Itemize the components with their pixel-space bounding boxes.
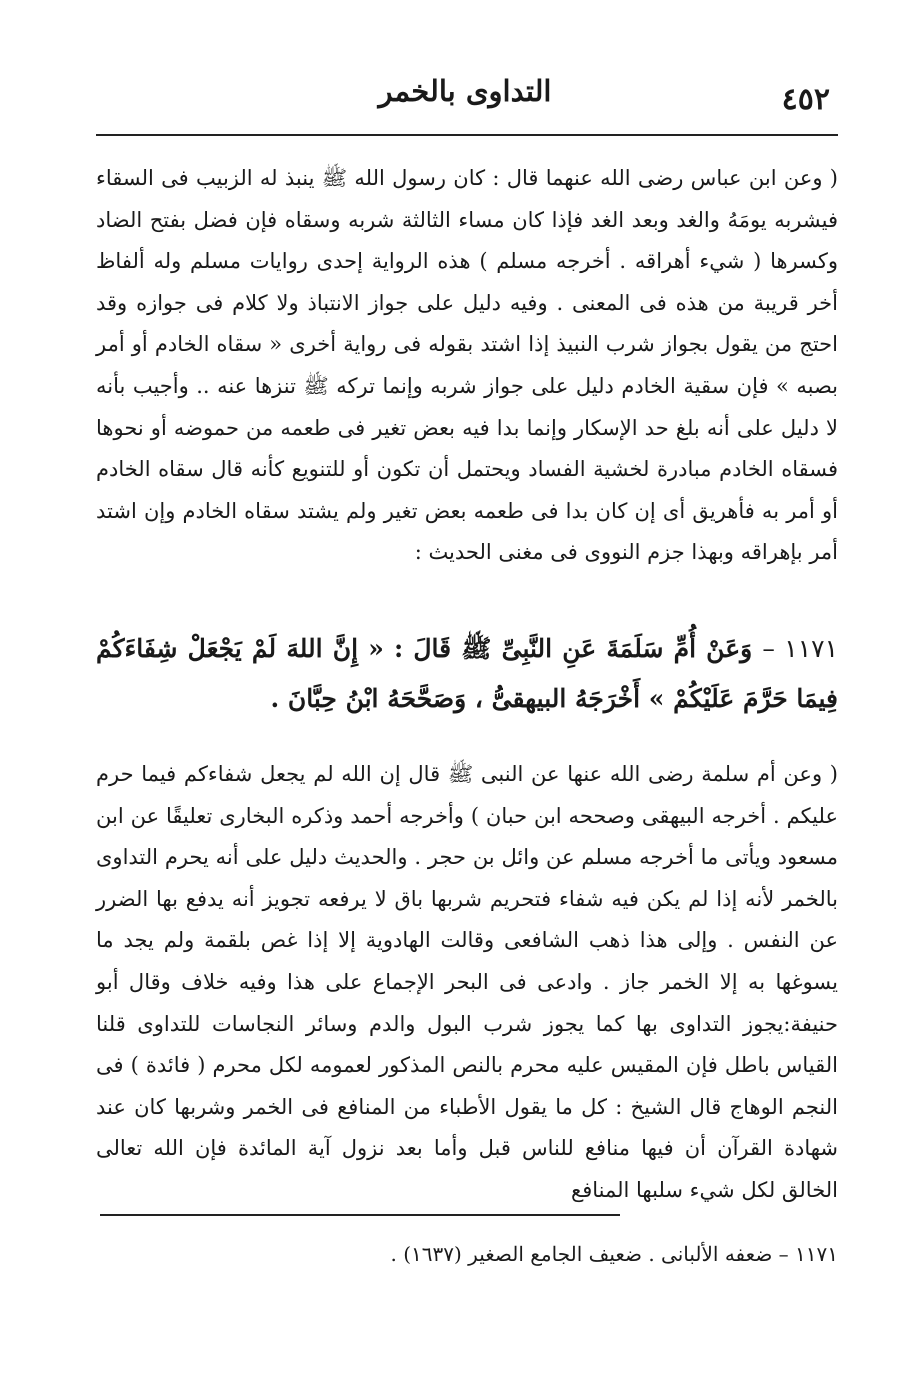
running-title: التداوى بالخمر: [378, 74, 552, 108]
footnote-rule: [100, 1214, 620, 1216]
hadith-text: وَعَنْ أُمِّ سَلَمَةَ عَنِ النَّبِىِّ ﷺ قَالَ : « إِنَّ اللهَ لَمْ يَجْعَلْ شِفَاءَكُمْ فِيمَا حَرَّمَ عَلَيْكُمْ » أَخْرَجَهُ البيهقىُّ ، وَصَحَّحَهُ ابْنُ حِبَّانَ .: [96, 634, 838, 713]
hadith-1171: [96, 624, 838, 748]
footnote: ١١٧١ – ضعفه الألبانى . ضعيف الجامع الصغير (١٦٣٧) .: [390, 1242, 838, 1266]
hadith-number: ١١٧١ –: [762, 634, 838, 663]
commentary-paragraph-1: ( وعن ابن عباس رضى الله عنهما قال : كان رسول الله ﷺ ينبذ له الزبيب فى السقاء فيشربه يومَهُ والغد وبعد الغد فإذا كان مساء الثالثة شربه وسقاه فإن فضل بفتح الضاد وكسرها ( شيء أهراقه . أخرجه مسلم ) هذه الرواية إحدى روايات مسلم وله ألفاظ أخر قريبة من هذه فى المعنى . وفيه دليل على جواز الانتباذ ولا كلام فى جوازه وقد احتج من يقول بجواز شرب النبيذ إذا اشتد بقوله فى رواية أخرى « سقاه الخادم أو أمر بصبه » فإن سقية الخادم دليل على جواز شربه وإنما تركه ﷺ تنزها عنه .. وأجيب بأنه لا دليل على أنه بلغ حد الإسكار وإنما بدا فيه بعض تغير فى طعمه من حموضه أو نحوها فسقاه الخادم مبادرة لخشية الفساد ويحتمل أن تكون أو للتنويع كأنه قال سقاه الخادم أو أمر به فأهريق أى إن كان بدا فى طعمه بعض تغير ولم يشتد سقاه الخادم وإن اشتد أمر بإهراقه وبهذا جزم النووى فى مغنى الحديث :: [96, 166, 838, 565]
header-rule: [96, 134, 838, 136]
page-number: ٤٥٢: [781, 82, 830, 117]
page-header: [100, 72, 830, 120]
main-text: [96, 158, 838, 1212]
commentary-paragraph-2: ( وعن أم سلمة رضى الله عنها عن النبى ﷺ قال إن الله لم يجعل شفاءكم فيما حرم عليكم . أخرجه البيهقى وصححه ابن حبان ) وأخرجه أحمد وذكره البخارى تعليقًا عن ابن مسعود ويأتى ما أخرجه مسلم عن وائل بن حجر . والحديث دليل على أنه يحرم التداوى بالخمر لأنه إذا لم يكن فيه شفاء فتحريم شربها باق لا يرفعه تجويز أنه يدفع بها الضرر عن النفس . وإلى هذا ذهب الشافعى وقالت الهادوية إلا إذا غص بلقمة ولم يجد ما يسوغها به إلا الخمر جاز . وادعى فى البحر الإجماع على هذا وفيه خلاف وقال أبو حنيفة:يجوز التداوى بها كما يجوز شرب البول والدم وسائر النجاسات للتداوى قلنا القياس باطل فإن المقيس عليه محرم بالنص المذكور لعمومه لكل محرم ( فائدة ) فى النجم الوهاج قال الشيخ : كل ما يقول الأطباء من المنافع فى الخمر وشربها كان عند شهادة القرآن أن فيها منافع للناس قبل وأما بعد نزول آية المائدة فإن الله تعالى الخالق لكل شيء سلبها المنافع: [96, 762, 838, 1202]
